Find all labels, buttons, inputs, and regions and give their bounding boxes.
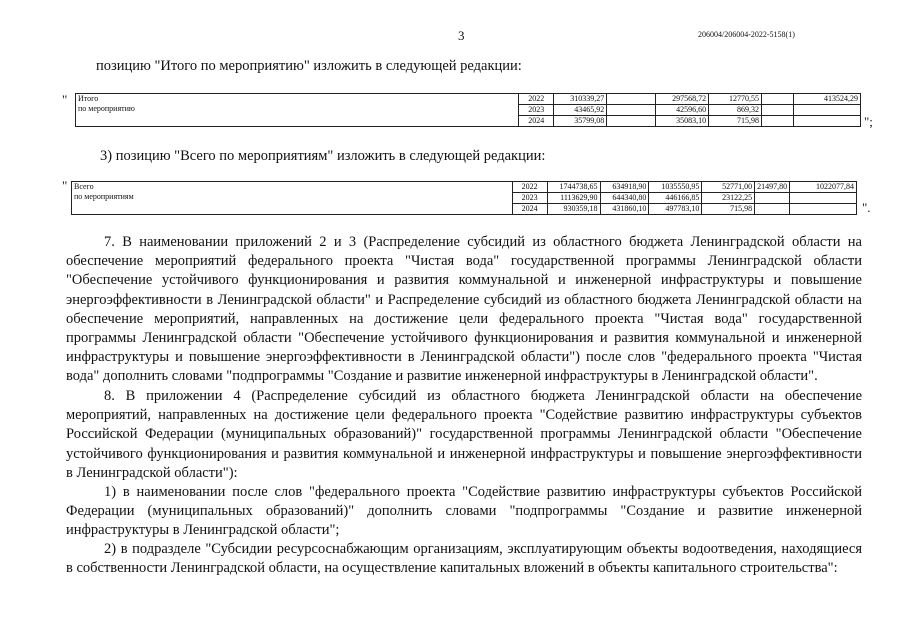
- value-cell: [755, 193, 790, 204]
- value-cell: [790, 193, 857, 204]
- paragraph-subitem-2: 2) в подразделе "Субсидии ресурсоснабжающим организациям, эксплуатирующим объекты водоотведения, находящиеся в собственности Ленинградской области, на осуществление капитальных вложений в объекты капитального строительства":: [66, 541, 862, 577]
- year-cell: 2023: [512, 193, 547, 204]
- value-cell: 23122,25: [702, 193, 755, 204]
- value-cell: 930359,18: [547, 204, 600, 215]
- value-cell: 413524,29: [793, 94, 860, 105]
- value-cell: [793, 105, 860, 116]
- value-cell: 12770,55: [709, 94, 762, 105]
- year-cell: 2024: [519, 116, 554, 127]
- row-name-line1: Итого: [78, 94, 99, 103]
- year-cell: 2024: [512, 204, 547, 215]
- value-cell: 1113629,90: [547, 193, 600, 204]
- table1-open-quote: ": [62, 92, 68, 107]
- value-cell: 1035550,95: [649, 182, 702, 193]
- value-cell: 644340,80: [600, 193, 649, 204]
- table2-close-quote: ".: [862, 200, 871, 215]
- value-cell: 43465,92: [554, 105, 607, 116]
- value-cell: 52771,00: [702, 182, 755, 193]
- value-cell: 715,98: [709, 116, 762, 127]
- value-cell: [762, 94, 794, 105]
- table-total-by-event: [75, 93, 861, 127]
- intro-line-total-by-events: 3) позицию "Всего по мероприятиям" изложить в следующей редакции:: [100, 148, 546, 164]
- value-cell: [790, 204, 857, 215]
- value-cell: 35799,08: [554, 116, 607, 127]
- value-cell: 21497,80: [755, 182, 790, 193]
- value-cell: [755, 204, 790, 215]
- value-cell: 869,32: [709, 105, 762, 116]
- value-cell: [762, 116, 794, 127]
- value-cell: 42596,60: [656, 105, 709, 116]
- year-cell: 2022: [512, 182, 547, 193]
- value-cell: 431860,10: [600, 204, 649, 215]
- value-cell: 35083,10: [656, 116, 709, 127]
- value-cell: [607, 105, 656, 116]
- row-name-line1: Всего: [74, 182, 94, 191]
- value-cell: 446166,85: [649, 193, 702, 204]
- paragraph-item-7: 7. В наименовании приложений 2 и 3 (Распределение субсидий из областного бюджета Ленинградской области на обеспечение мероприятий федерального проекта "Чистая вода" государственной программы Ленинградской области "Обеспечение устойчивого функционирования и развития коммунальной и инженерной инфраструктуры и повышение энергоэффективности в Ленинградской области" и Распределение субсидий из областного бюджета Ленинградской области на обеспечение мероприятий, направленных на достижение цели федерального проекта "Чистая вода" государственной программы Ленинградской области "Обеспечение устойчивого функционирования и развития коммунальной и инженерной инфраструктуры и повышение энергоэффективности в Ленинградской области") после слов "федерального проекта "Чистая вода" дополнить словами "подпрограммы "Создание и развитие инженерной инфраструктуры в Ленинградской области".: [66, 234, 862, 385]
- year-cell: 2023: [519, 105, 554, 116]
- value-cell: 297568,72: [656, 94, 709, 105]
- document-code: 206004/206004-2022-5158(1): [698, 30, 795, 39]
- table-total-by-events: [71, 181, 857, 215]
- table2-open-quote: ": [62, 178, 68, 193]
- value-cell: [607, 94, 656, 105]
- row-name-cell: [72, 182, 513, 215]
- year-cell: 2022: [519, 94, 554, 105]
- value-cell: 634918,90: [600, 182, 649, 193]
- value-cell: 715,98: [702, 204, 755, 215]
- paragraph-subitem-1: 1) в наименовании после слов "федерального проекта "Содействие развитию инфраструктуры субъектов Российской Федерации (муниципальных образований)" дополнить словами "подпрограммы "Создание и развитие инженерной инфраструктуры в Ленинградской области";: [66, 484, 862, 539]
- row-name-line2: по мероприятиям: [74, 192, 134, 201]
- table1-close-quote: ";: [864, 114, 873, 129]
- value-cell: [793, 116, 860, 127]
- intro-line-total-by-event: позицию "Итого по мероприятию" изложить в следующей редакции:: [96, 58, 522, 74]
- value-cell: 497783,10: [649, 204, 702, 215]
- value-cell: [607, 116, 656, 127]
- value-cell: [762, 105, 794, 116]
- table-row: [72, 182, 857, 193]
- value-cell: 1744738,65: [547, 182, 600, 193]
- row-name-line2: по мероприятию: [78, 104, 135, 113]
- table-row: [76, 94, 861, 105]
- value-cell: 1022077,84: [790, 182, 857, 193]
- paragraph-item-8: 8. В приложении 4 (Распределение субсидий из областного бюджета Ленинградской области на обеспечение мероприятий, направленных на достижение цели федерального проекта "Содействие развитию инфраструктуры субъектов Российской Федерации (муниципальных образований)" государственной программы Ленинградской области "Обеспечение устойчивого функционирования и развития коммунальной и инженерной инфраструктуры и повышение энергоэффективности в Ленинградской области"):: [66, 388, 862, 481]
- value-cell: 310339,27: [554, 94, 607, 105]
- row-name-cell: [76, 94, 519, 127]
- page-number: 3: [458, 28, 465, 43]
